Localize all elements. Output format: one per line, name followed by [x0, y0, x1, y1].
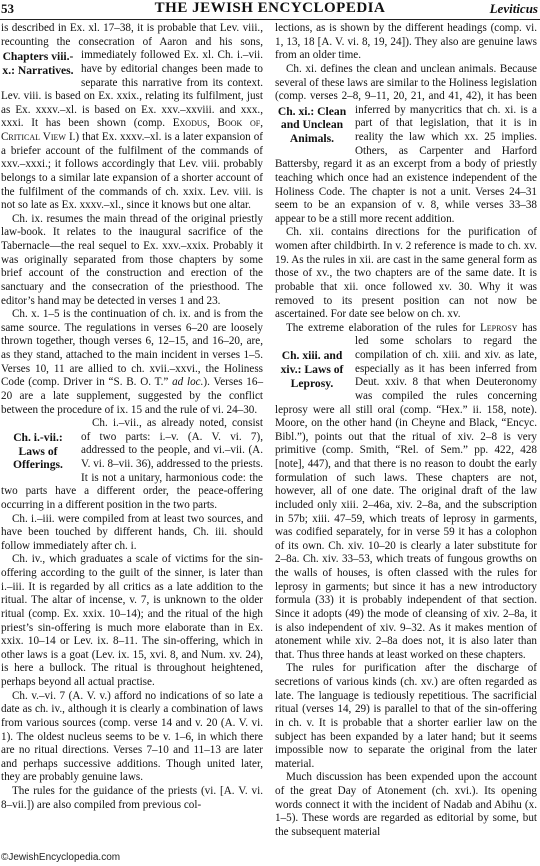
- paragraph-text: is described in Ex. xl. 17–38, it is probable that Lev. viii., recounting the consecration of Aaron and his sons, immediately followed Ex. xl.: [1, 22, 263, 62]
- cross-reference: Leprosy: [479, 321, 518, 334]
- paragraph-text: Ch. i.–vii. have by editorial changes been made to separate this narrative from its context. Lev. viii. is based on Ex. xxix., relating its fulfilment, just as Ex. xxxv.–xl. is based on Ex. xxv.–xxviii. and xxx., xxxi. It has been shown (comp.: [1, 49, 263, 130]
- paragraph: Ch. ix. resumes the main thread of the original priestly law-book. It relates to the inaugural sacrifice of the Tabernacle—the real sequel to Ex. xxv.–xxix. Probably it was originally separated from those chapters by some brief account of the construction and erection of the sanctuary and the consecration of the priesthood. The editor’s hand may be detected in verses 1 and 23.: [1, 212, 263, 307]
- side-heading: Chapters viii.-x.: Narratives.: [2, 50, 74, 77]
- page-header: [0, 0, 540, 20]
- paragraph-text: ,: [260, 117, 263, 130]
- paragraph-text: Ch. i.–vii., as already noted, consist of two parts: i.–v. (A. V. vi. 7), addressed to the people, and vi.–vii. (A. V. vi. 8–vii. 36), addressed to the priests. It is not a unitary, harmonious code: the two parts have a different order, the peace-offering occurring in a different position in the two parts.: [1, 417, 263, 511]
- paragraph: Ch. iv., which graduates a scale of victims for the sin-offering according to the guilt of the sinner, is later than i.–iii. It is regarded by all critics as a late addition to the ritual. The altar of incense, v. 7, is unknown to the older ritual (comp. Ex. xxix. 10–14); and the ritual of the high priest’s sin-offering is much more elaborate than in Ex. xxix. 10–14 or Lev. ix. 8–11. The sin-offering, which in other laws is a goat (Lev. ix. 15, xvi. 8, and Num. xv. 24), is here a bullock. The ritual is throughout heightened, perhaps beyond all actual practise.: [1, 553, 263, 688]
- paragraph-text: has led some scholars to regard the compilation of ch. xiii. and xiv. as late, especially as it has been inferred from Deut. xxiv. 8 that when Deuteronomy was compiled the rules concerning leprosy were all still oral (comp. “Hex.” ii. 158, note). Moore, on the other hand (in Cheyne and Black, “Encyc. Bibl.”), points out that the ritual of xiv. 2–8 is very primitive (comp. Smith, “Rel. of Sem.” pp. 422, 428 [note], 447), and that there is no reason to doubt the early formulation of such laws. These chapters are not, however, all of one date. The original draft of the law included only xiii. 2–46a, xiv. 2–8a, and the subscription in 57b; xiii. 47–59, which treats of leprosy in garments, was codified separately, for in verse 59 it has a colophon of its own. Ch. xiv. 10–20 is clearly a later substitute for 2–8a. Ch. xiv. 33–53, which treats of fungous growths on the walls of houses, is often classed with the rules for leprosy in garments; but since it has a new introductory formula (33) it is probably independent of that section. Since it adopts (49) the mode of cleansing of xiv. 2–8a, it is also independent of xiv. 9–32. As it makes mention of atonement while xiv. 2–8a does not, it is also later than that. Thus three hands at least worked on these chapters.: [275, 321, 537, 661]
- cross-reference: Exodus, Book of: [172, 117, 261, 130]
- paragraph: [1, 22, 263, 213]
- paragraph-text: I.) that Ex. xxxv.–xl. is a later expansion of a briefer account of the fulfilment of the commands of xxv.–xxxi.; it follows accordingly that Lev. viii. probably belongs to a similar late expansion of a shorter account of the fulfilment of the commands of ch. xxix. Lev. viii. is not so late as Ex. xxxv.–xl., since it knows but one altar.: [1, 131, 263, 212]
- header-rule: [0, 19, 540, 20]
- paragraph: The rules for purification after the discharge of secretions of various kinds (ch. xv.) are often regarded as late. The language is tediously repetitious. The sacrificial ritual (verses 14, 29) is parallel to that of the sin-offering in ch. v. It is probable that a shorter earlier law on the subject has been expanded by a later hand; but it seems impossible now to separate the original from the later material.: [275, 662, 537, 770]
- running-title: THE JEWISH ENCYCLOPEDIA: [154, 0, 386, 16]
- paragraph-text: ). Verses 16–20 are a late supplement, suggested by the conflict between the procedure of ix. 15 and the rule of vi. 24–30.: [1, 376, 264, 416]
- paragraph: Ch. v.–vi. 7 (A. V. v.) afford no indications of so late a date as ch. iv., although it is clearly a combination of laws from various sources (comp. verse 14 and v. 20 (A. V. vi. 1). The oldest nucleus seems to be v. 1–6, in which there are no ritual directions. Verses 7–10 and 11–13 are later and perhaps successive additions. Though united later, they are probably genuine laws.: [1, 689, 263, 784]
- side-heading: Ch. xiii. and xiv.: Laws of Leprosy.: [280, 349, 344, 390]
- paragraph-text: critics that ch. xi. is a part of that legislation, that it is in reality the law which xx. 25 implies. Others, as Carpenter and Harford Battersby, regard it as an excerpt from a body of priestly teaching which once had an existence independent of the Holiness Code. The chapter is not a unit. Verses 24–31 seem to be an expansion of v. 8, while verses 33–38 appear to be a still more recent addition.: [275, 103, 538, 225]
- paragraph: [275, 63, 537, 227]
- paragraph: The rules for the guidance of the priests (vi. [A. V. vi. 8–vii.]) are also compiled from previous col-: [1, 785, 263, 811]
- paragraph-text: Ch. x. 1–5 is the continuation of ch. ix. and is from the same source. The regulations in verses 6–20 are loosely thrown together, though verses 6, 12–15, and 16–20, are, as they stand, attached to the main incident in verses 1–5. Verses 10, 11 are allied to ch. xvii.–xxvi., the Holiness Code (comp. Driver in “S. B. O. T.”: [1, 308, 263, 389]
- paragraph: [1, 308, 263, 417]
- paragraph: [275, 322, 537, 663]
- paragraph: Ch. i.–iii. were compiled from at least two sources, and have been touched by different hands, Ch. iii. should follow immediately after ch. i.: [1, 512, 263, 552]
- italic-text: ad loc.: [172, 376, 204, 389]
- paragraph: Much discussion has been expended upon the account of the great Day of Atonement (ch. xvi.). Its opening words connect it with the incident of Nadab and Abihu (x. 1–5). These words are regarded as editorial by some, but the subsequent material: [275, 771, 537, 838]
- paragraph: Ch. xii. contains directions for the purification of women after childbirth. In v. 2 reference is made to ch. xv. 19. As the rules in xii. are cast in the same general form as those of xv., the two chapters are of the same date. It is probable that xii. once followed xv. 30. Why it was removed to its present position can not now be ascertained. For date see below on ch. xv.: [275, 226, 537, 321]
- right-column: [275, 22, 537, 840]
- side-heading: Ch. i.-vii.: Laws of Offerings.: [13, 431, 63, 472]
- copyright-credit: ©JewishEncyclopedia.com: [1, 852, 121, 863]
- paragraph-text: The extreme elaboration of the rules for: [286, 321, 480, 334]
- entry-word: Leviticus: [489, 1, 538, 16]
- paragraph-text: Ch. xi. defines the clean and unclean animals. Because several of these laws are similar to the Holiness legislation (comp. verses 2–8, 9–11, 20, 21, and 41, 42), it has been inferred by many: [275, 62, 537, 116]
- paragraph: lections, as is shown by the different headings (comp. vi. 1, 13, 18 [A. V. vi. 8, 19, 24]). They also are genuine laws from an older time.: [275, 22, 537, 62]
- cross-reference: Critical View: [1, 131, 66, 143]
- left-column: [1, 22, 263, 812]
- side-heading: Ch. xi.: Clean and Unclean Animals.: [277, 104, 347, 145]
- page-number: 53: [1, 1, 14, 16]
- paragraph: [1, 417, 263, 512]
